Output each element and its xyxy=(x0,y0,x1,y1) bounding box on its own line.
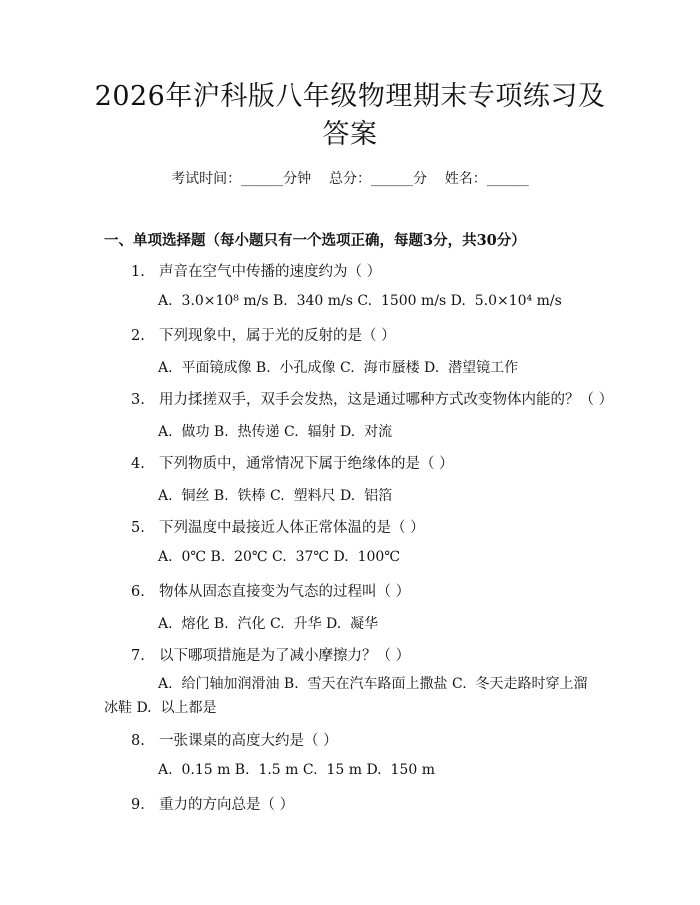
question-5 xyxy=(131,516,425,537)
question-number: 7. xyxy=(131,648,145,664)
question-6-options: A. 熔化 B. 汽化 C. 升华 D. 凝华 xyxy=(158,616,379,632)
question-2-options: A. 平面镜成像 B. 小孔成像 C. 海市蜃楼 D. 潜望镜工作 xyxy=(158,360,519,376)
section-heading: 一、单项选择题（每小题只有一个选项正确，每题3分，共30分） xyxy=(104,232,526,249)
question-text: 一张课桌的高度大约是（ ） xyxy=(159,733,338,749)
question-6 xyxy=(131,580,410,601)
question-3 xyxy=(131,388,613,409)
question-text: 物体从固态直接变为气态的过程叫（ ） xyxy=(159,584,411,600)
question-text: 声音在空气中传播的速度约为（ ） xyxy=(159,264,382,280)
question-number: 5. xyxy=(131,520,145,536)
question-1-options: A. 3.0×10⁸ m/s B. 340 m/s C. 1500 m/s D. 5.0×10⁴ m/s xyxy=(158,293,562,309)
exam-info-line: 考试时间：______分钟 总分：______分 姓名：______ xyxy=(171,171,529,187)
question-7-options: A. 给门轴加润滑油 B. 雪天在汽车路面上撒盐 C. 冬天走路时穿上溜冰鞋 D. 以上都是 xyxy=(104,676,588,716)
question-4-options: A. 铜丝 B. 铁棒 C. 塑料尺 D. 铝箔 xyxy=(158,488,393,504)
question-4 xyxy=(131,452,454,473)
question-text: 以下哪项措施是为了减小摩擦力？（ ） xyxy=(159,648,411,664)
question-number: 1. xyxy=(131,264,145,280)
question-text: 重力的方向总是（ ） xyxy=(159,797,295,813)
question-2 xyxy=(131,324,396,345)
question-number: 2. xyxy=(131,328,145,344)
question-number: 4. xyxy=(131,456,145,472)
question-number: 3. xyxy=(131,392,145,408)
question-8 xyxy=(131,729,338,750)
document-title: 2026年沪科版八年级物理期末专项练习及答案 xyxy=(94,81,606,150)
question-number: 8. xyxy=(131,733,145,749)
question-7 xyxy=(131,644,410,665)
question-number: 6. xyxy=(131,584,145,600)
question-1 xyxy=(131,260,381,281)
question-number: 9. xyxy=(131,797,145,813)
question-text: 下列物质中，通常情况下属于绝缘体的是（ ） xyxy=(159,456,454,472)
question-text: 下列温度中最接近人体正常体温的是（ ） xyxy=(159,520,425,536)
question-5-options: A. 0℃ B. 20℃ C. 37℃ D. 100℃ xyxy=(158,549,400,565)
question-9 xyxy=(131,793,294,814)
question-3-options: A. 做功 B. 热传递 C. 辐射 D. 对流 xyxy=(158,424,393,440)
question-8-options: A. 0.15 m B. 1.5 m C. 15 m D. 150 m xyxy=(158,762,435,778)
question-text: 用力揉搓双手，双手会发热，这是通过哪种方式改变物体内能的？（ ） xyxy=(159,392,614,408)
question-text: 下列现象中，属于光的反射的是（ ） xyxy=(159,328,396,344)
